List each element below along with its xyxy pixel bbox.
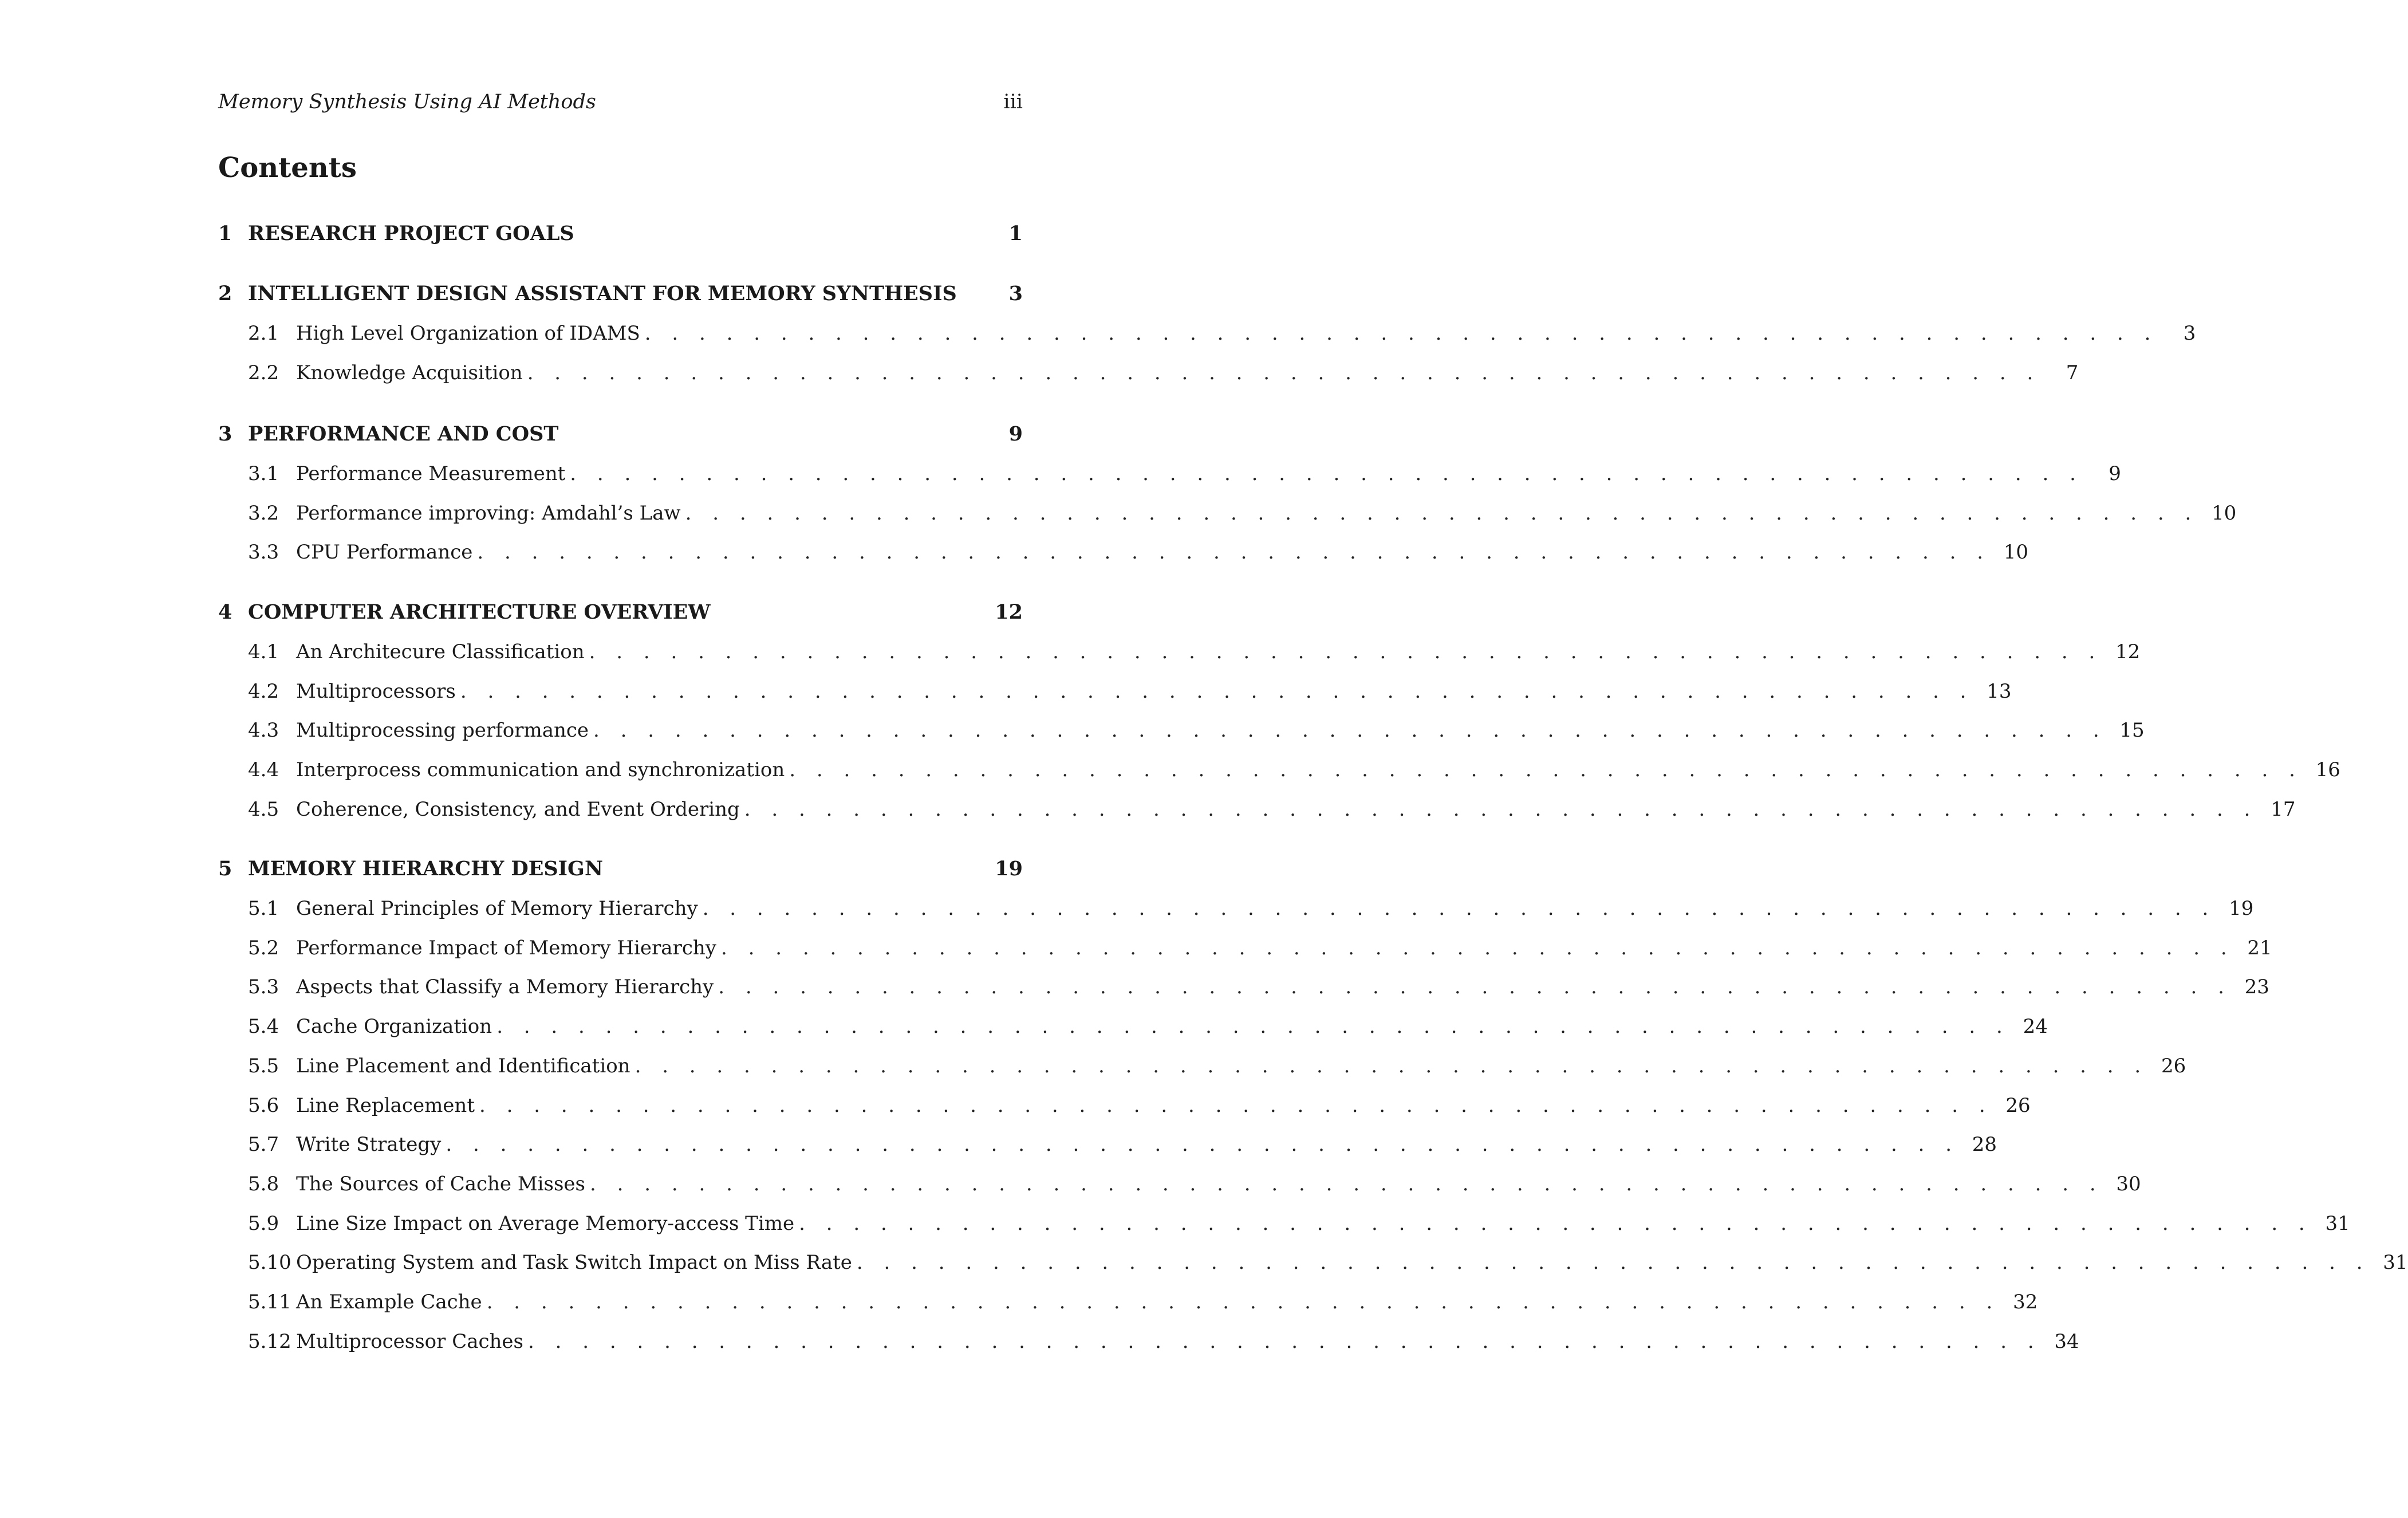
section-number: 5.9 <box>248 1212 279 1235</box>
section-number: 5.7 <box>248 1133 279 1157</box>
dot-leader: . . . . . . . . . . . . . . . . . . . . . . . . . . . . . . . . . . . . . . . . . . . . . . . . . . . . . . . . <box>486 1291 2000 1313</box>
section-page-number: 32 <box>2013 1291 2038 1313</box>
dot-leader: . . . . . . . . . . . . . . . . . . . . . . . . . . . . . . . . . . . . . . . . . . . . . . . . . . . . . . . . <box>799 1212 2312 1235</box>
section-number: 5.3 <box>248 976 279 999</box>
section-title: Line Size Impact on Average Memory-access Time <box>296 1212 795 1235</box>
section-page-number: 12 <box>2115 640 2141 663</box>
dot-leader: . . . . . . . . . . . . . . . . . . . . . . . . . . . . . . . . . . . . . . . . . . . . . . . . . . . . . . . . <box>856 1251 2370 1275</box>
dot-leader: . . . . . . . . . . . . . . . . . . . . . . . . . . . . . . . . . . . . . . . . . . . . . . . . . . . . . . . . <box>528 1330 2042 1353</box>
dot-leader: . . . . . . . . . . . . . . . . . . . . . . . . . . . . . . . . . . . . . . . . . . . . . . . . . . . . . . . . <box>634 1054 2149 1077</box>
contents-heading: Contents <box>218 152 357 184</box>
toc-section-4-1[interactable] <box>248 636 2141 668</box>
section-page-number: 26 <box>2161 1054 2186 1077</box>
running-head-page-number: iii <box>1003 91 1023 113</box>
section-page-number: 28 <box>1972 1133 1997 1157</box>
chapter-page-number: 9 <box>1008 422 1023 446</box>
dot-leader: . . . . . . . . . . . . . . . . . . . . . . . . . . . . . . . . . . . . . . . . . . . . . . . . . . . . . . . . <box>527 361 2041 384</box>
toc-section-5-1[interactable] <box>248 892 2254 925</box>
running-head-title: Memory Synthesis Using AI Methods <box>218 91 596 113</box>
dot-leader: . . . . . . . . . . . . . . . . . . . . . . . . . . . . . . . . . . . . . . . . . . . . . . . . . . . . . . . . <box>593 719 2107 742</box>
section-title: Operating System and Task Switch Impact on Miss Rate <box>296 1251 852 1275</box>
toc-section-4-3[interactable] <box>248 714 2145 746</box>
section-page-number: 30 <box>2116 1172 2141 1195</box>
section-page-number: 7 <box>2066 361 2079 384</box>
section-number: 3.1 <box>248 462 279 485</box>
dot-leader: . . . . . . . . . . . . . . . . . . . . . . . . . . . . . . . . . . . . . . . . . . . . . . . . . . . . . . . . <box>718 976 2232 999</box>
toc-section-5-12[interactable] <box>248 1326 2079 1358</box>
toc-section-3-1[interactable] <box>248 458 2121 490</box>
document-page <box>218 0 2408 1518</box>
chapter-title: RESEARCH PROJECT GOALS <box>248 221 574 245</box>
dot-leader: . . . . . . . . . . . . . . . . . . . . . . . . . . . . . . . . . . . . . . . . . . . . . . . . . . . . . . . . <box>685 501 2199 525</box>
section-number: 3.3 <box>248 541 279 564</box>
section-number: 5.1 <box>248 897 279 920</box>
toc-chapter-5[interactable] <box>218 852 1023 884</box>
section-title: High Level Organization of IDAMS <box>296 322 640 345</box>
dot-leader: . . . . . . . . . . . . . . . . . . . . . . . . . . . . . . . . . . . . . . . . . . . . . . . . . . . . . . . . <box>589 640 2103 663</box>
toc-section-2-1[interactable] <box>248 317 2196 349</box>
section-page-number: 31 <box>2383 1251 2408 1275</box>
section-title: Multiprocessor Caches <box>296 1330 523 1353</box>
section-page-number: 3 <box>2183 322 2196 345</box>
toc-section-5-6[interactable] <box>248 1090 2031 1122</box>
dot-leader: . . . . . . . . . . . . . . . . . . . . . . . . . . . . . . . . . . . . . . . . . . . . . . . . . . . . . . . . <box>479 1094 1993 1117</box>
section-number: 5.2 <box>248 936 279 959</box>
section-title: Performance improving: Amdahl’s Law <box>296 501 681 525</box>
section-title: Performance Measurement <box>296 462 566 485</box>
dot-leader: . . . . . . . . . . . . . . . . . . . . . . . . . . . . . . . . . . . . . . . . . . . . . . . . . . . . . . . . <box>702 897 2216 920</box>
section-page-number: 21 <box>2247 936 2272 959</box>
section-title: An Architecure Classification <box>296 640 585 663</box>
section-number: 2.1 <box>248 322 279 345</box>
chapter-title: COMPUTER ARCHITECTURE OVERVIEW <box>248 600 711 624</box>
dot-leader: . . . . . . . . . . . . . . . . . . . . . . . . . . . . . . . . . . . . . . . . . . . . . . . . . . . . . . . . <box>570 462 2083 485</box>
toc-section-4-2[interactable] <box>248 675 2012 707</box>
toc-section-3-3[interactable] <box>248 536 2029 568</box>
section-title: An Example Cache <box>296 1291 482 1313</box>
toc-section-5-9[interactable] <box>248 1208 2350 1240</box>
toc-chapter-2[interactable] <box>218 277 1023 309</box>
toc-section-4-5[interactable] <box>248 793 2296 825</box>
toc-section-5-7[interactable] <box>248 1128 1997 1161</box>
section-title: General Principles of Memory Hierarchy <box>296 897 698 920</box>
dot-leader: . . . . . . . . . . . . . . . . . . . . . . . . . . . . . . . . . . . . . . . . . . . . . . . . . . . . . . . . <box>477 541 1991 564</box>
chapter-page-number: 1 <box>1008 221 1023 245</box>
toc-section-5-8[interactable] <box>248 1168 2141 1200</box>
section-title: Aspects that Classify a Memory Hierarchy <box>296 976 714 999</box>
toc-section-5-3[interactable] <box>248 971 2269 1003</box>
section-title: Coherence, Consistency, and Event Ordering <box>296 797 740 821</box>
dot-leader: . . . . . . . . . . . . . . . . . . . . . . . . . . . . . . . . . . . . . . . . . . . . . . . . . . . . . . . . <box>460 679 1974 703</box>
section-page-number: 17 <box>2271 797 2296 821</box>
section-title: Performance Impact of Memory Hierarchy <box>296 936 716 959</box>
section-page-number: 15 <box>2119 719 2145 742</box>
section-title: Write Strategy <box>296 1133 442 1157</box>
toc-section-5-11[interactable] <box>248 1286 2038 1318</box>
section-page-number: 34 <box>2054 1330 2079 1353</box>
section-page-number: 26 <box>2005 1094 2031 1117</box>
section-title: Line Replacement <box>296 1094 475 1117</box>
section-number: 5.10 <box>248 1251 291 1275</box>
section-number: 5.4 <box>248 1015 279 1039</box>
chapter-number: 3 <box>218 422 232 446</box>
dot-leader: . . . . . . . . . . . . . . . . . . . . . . . . . . . . . . . . . . . . . . . . . . . . . . . . . . . . . . . . <box>720 936 2234 959</box>
chapter-title: MEMORY HIERARCHY DESIGN <box>248 856 603 880</box>
section-number: 5.6 <box>248 1094 279 1117</box>
chapter-title: PERFORMANCE AND COST <box>248 422 559 446</box>
section-title: Multiprocessing performance <box>296 719 589 742</box>
section-page-number: 23 <box>2244 976 2269 999</box>
chapter-number: 1 <box>218 221 232 245</box>
dot-leader: . . . . . . . . . . . . . . . . . . . . . . . . . . . . . . . . . . . . . . . . . . . . . . . . . . . . . . . . <box>446 1133 1960 1157</box>
section-title: Cache Organization <box>296 1015 492 1039</box>
section-page-number: 10 <box>2212 501 2237 525</box>
section-number: 5.12 <box>248 1330 291 1353</box>
section-number: 4.2 <box>248 679 279 703</box>
dot-leader: . . . . . . . . . . . . . . . . . . . . . . . . . . . . . . . . . . . . . . . . . . . . . . . . . . . . . . . . <box>644 322 2158 345</box>
section-page-number: 9 <box>2109 462 2121 485</box>
chapter-title: INTELLIGENT DESIGN ASSISTANT FOR MEMORY SYNTHESIS <box>248 281 957 305</box>
toc-section-5-2[interactable] <box>248 932 2272 964</box>
section-page-number: 24 <box>2023 1015 2048 1039</box>
section-number: 5.8 <box>248 1172 279 1195</box>
section-title: Interprocess communication and synchronization <box>296 758 785 782</box>
section-number: 5.11 <box>248 1291 291 1313</box>
chapter-number: 2 <box>218 281 232 305</box>
section-number: 3.2 <box>248 501 279 525</box>
section-number: 4.4 <box>248 758 279 782</box>
dot-leader: . . . . . . . . . . . . . . . . . . . . . . . . . . . . . . . . . . . . . . . . . . . . . . . . . . . . . . . . <box>744 797 2258 821</box>
toc-section-3-2[interactable] <box>248 497 2237 529</box>
toc-section-5-4[interactable] <box>248 1010 2048 1043</box>
chapter-number: 4 <box>218 600 232 624</box>
section-number: 4.5 <box>248 797 279 821</box>
section-page-number: 19 <box>2229 897 2254 920</box>
section-number: 4.3 <box>248 719 279 742</box>
toc-section-2-2[interactable] <box>248 357 2079 389</box>
section-page-number: 31 <box>2325 1212 2350 1235</box>
chapter-page-number: 19 <box>995 856 1023 880</box>
toc-section-5-10[interactable] <box>248 1246 2408 1279</box>
section-title: Multiprocessors <box>296 679 456 703</box>
section-page-number: 13 <box>1987 679 2012 703</box>
dot-leader: . . . . . . . . . . . . . . . . . . . . . . . . . . . . . . . . . . . . . . . . . . . . . . . . . . . . . . . . <box>590 1172 2103 1195</box>
chapter-number: 5 <box>218 856 232 880</box>
section-number: 5.5 <box>248 1054 279 1077</box>
section-title: CPU Performance <box>296 541 473 564</box>
toc-section-5-5[interactable] <box>248 1050 2186 1082</box>
section-title: The Sources of Cache Misses <box>296 1172 586 1195</box>
toc-chapter-4[interactable] <box>218 596 1023 628</box>
section-title: Line Placement and Identification <box>296 1054 630 1077</box>
chapter-page-number: 12 <box>995 600 1023 624</box>
section-page-number: 16 <box>2315 758 2340 782</box>
section-number: 4.1 <box>248 640 279 663</box>
dot-leader: . . . . . . . . . . . . . . . . . . . . . . . . . . . . . . . . . . . . . . . . . . . . . . . . . . . . . . . . <box>496 1015 2010 1039</box>
chapter-page-number: 3 <box>1008 281 1023 305</box>
section-page-number: 10 <box>2003 541 2029 564</box>
toc-chapter-3[interactable] <box>218 418 1023 450</box>
toc-section-4-4[interactable] <box>248 754 2340 786</box>
toc-chapter-1[interactable] <box>218 217 1023 249</box>
dot-leader: . . . . . . . . . . . . . . . . . . . . . . . . . . . . . . . . . . . . . . . . . . . . . . . . . . . . . . . . <box>789 758 2303 782</box>
section-title: Knowledge Acquisition <box>296 361 523 384</box>
section-number: 2.2 <box>248 361 279 384</box>
running-head <box>218 91 1023 119</box>
